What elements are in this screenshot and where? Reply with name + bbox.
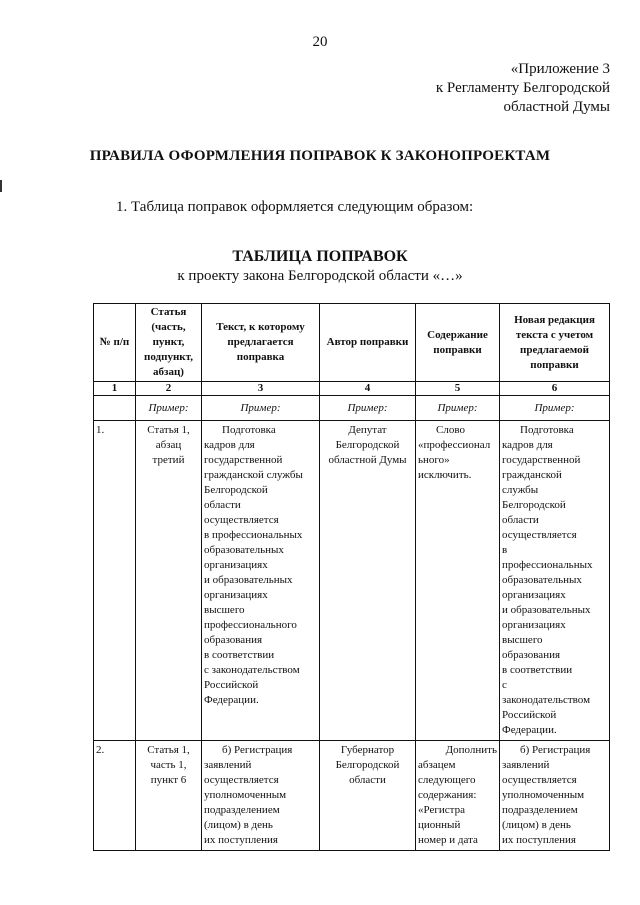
appendix-reference	[436, 60, 610, 117]
cell-line: заявлений	[204, 759, 252, 771]
amendment-content-cell	[416, 741, 500, 851]
cell-line: подразделением	[502, 804, 578, 816]
cell-line: б) Регистрация	[520, 744, 591, 756]
column-number: 6	[500, 382, 610, 396]
author-cell	[320, 741, 416, 851]
cell-line: в	[502, 544, 508, 556]
cell-line: кадров для	[204, 439, 255, 451]
cell-line: осуществляется	[502, 529, 577, 541]
cell-line: Подготовка	[520, 424, 574, 436]
table-subtitle: к проекту закона Белгородской области «…»	[177, 268, 463, 284]
table-row	[94, 421, 610, 741]
cell-line: области	[502, 514, 539, 526]
cell-line: гражданской	[502, 469, 562, 481]
cell-line: содержания:	[418, 789, 477, 801]
cell-line: Белгородской	[335, 759, 400, 771]
cell-line: профессионального	[204, 619, 297, 631]
cell-line: (лицом) в день	[502, 819, 571, 831]
example-label: Пример:	[202, 396, 320, 421]
cell-line: профессиональных	[502, 559, 593, 571]
cell-line: абзац	[155, 439, 182, 451]
cell-line: пункт 6	[150, 774, 187, 786]
intro-paragraph: 1. Таблица поправок оформляется следующим образом:	[116, 199, 474, 215]
new-text-cell	[500, 741, 610, 851]
cell-line: организациях	[204, 559, 268, 571]
example-label: Пример:	[320, 396, 416, 421]
cell-line: кадров для	[502, 439, 553, 451]
column-number-row	[94, 382, 610, 396]
cell-line: заявлений	[502, 759, 550, 771]
original-text-cell	[202, 741, 320, 851]
new-text-cell	[500, 421, 610, 741]
cell-line: в соответствии	[502, 664, 573, 676]
cell-line: государственной	[204, 454, 283, 466]
amendments-table	[93, 303, 610, 851]
cell-line: государственной	[502, 454, 581, 466]
cell-line: Дополнить	[445, 744, 497, 756]
cell-line: номер и дата	[418, 834, 478, 846]
example-label: Пример:	[500, 396, 610, 421]
header-cell: Содержание поправки	[416, 304, 500, 382]
amendment-content-cell	[416, 421, 500, 741]
column-number: 2	[136, 382, 202, 396]
cell-line: Губернатор	[340, 744, 395, 756]
cell-line: образовательных	[204, 544, 284, 556]
cell-line: их поступления	[502, 834, 576, 846]
cell-line: организациях	[502, 619, 566, 631]
header-cell: Текст, к которому предлагается поправка	[202, 304, 320, 382]
cell-line: гражданской службы	[204, 469, 303, 481]
cell-line: б) Регистрация	[222, 744, 293, 756]
article-cell	[136, 741, 202, 851]
cell-line: высшего	[204, 604, 245, 616]
example-label: Пример:	[136, 396, 202, 421]
cell-line: с	[502, 679, 507, 691]
cell-line: высшего	[502, 634, 543, 646]
table-header-row	[94, 304, 610, 382]
margin-mark	[0, 180, 2, 192]
row-number: 2.	[94, 741, 136, 851]
cell-line: ьного»	[418, 454, 450, 466]
cell-line: Белгородской	[502, 499, 566, 511]
cell-line: их поступления	[204, 834, 278, 846]
cell-line: областной Думы	[328, 454, 407, 466]
appendix-line-1: «Приложение 3	[510, 61, 610, 77]
column-number: 4	[320, 382, 416, 396]
cell-line: и образовательных	[502, 604, 591, 616]
cell-line: ционный	[418, 819, 461, 831]
cell-line: Федерации.	[502, 724, 557, 736]
example-row	[94, 396, 610, 421]
cell-line: следующего	[418, 774, 476, 786]
cell-line: службы	[502, 484, 539, 496]
cell-line: образования	[502, 649, 561, 661]
cell-line: Депутат	[348, 424, 387, 436]
cell-line: Российской	[204, 679, 259, 691]
article-cell	[136, 421, 202, 741]
cell-line: с законодательством	[204, 664, 300, 676]
page-number: 20	[312, 34, 328, 50]
cell-line: Российской	[502, 709, 557, 721]
cell-line: осуществляется	[204, 774, 279, 786]
cell-line: и образовательных	[204, 574, 293, 586]
cell-line: образования	[204, 634, 263, 646]
cell-line: осуществляется	[502, 774, 577, 786]
cell-line: Слово	[436, 424, 465, 436]
header-cell: Автор поправки	[320, 304, 416, 382]
cell-line: «Регистра	[418, 804, 465, 816]
cell-line: (лицом) в день	[204, 819, 273, 831]
document-heading: ПРАВИЛА ОФОРМЛЕНИЯ ПОПРАВОК К ЗАКОНОПРОЕКТАМ	[89, 148, 551, 164]
cell-line: Федерации.	[204, 694, 259, 706]
cell-line: Статья 1,	[147, 744, 190, 756]
original-text-cell	[202, 421, 320, 741]
appendix-line-3: областной Думы	[503, 99, 610, 115]
cell-line: абзацем	[418, 759, 456, 771]
cell-line: организациях	[502, 589, 566, 601]
example-cell-empty	[94, 396, 136, 421]
cell-line: Белгородской	[335, 439, 400, 451]
cell-line: исключить.	[418, 469, 472, 481]
cell-line: области	[204, 499, 241, 511]
cell-line: организациях	[204, 589, 268, 601]
author-cell	[320, 421, 416, 741]
header-cell: Новая редакция текста с учетом предлагаемой поправки	[500, 304, 610, 382]
cell-line: законодательством	[502, 694, 591, 706]
appendix-line-2: к Регламенту Белгородской	[435, 80, 610, 96]
column-number: 3	[202, 382, 320, 396]
cell-line: осуществляется	[204, 514, 279, 526]
cell-line: подразделением	[204, 804, 280, 816]
column-number: 5	[416, 382, 500, 396]
table-row	[94, 741, 610, 851]
cell-line: в профессиональных	[204, 529, 303, 541]
example-label: Пример:	[416, 396, 500, 421]
cell-line: Статья 1,	[147, 424, 190, 436]
cell-line: образовательных	[502, 574, 582, 586]
cell-line: области	[349, 774, 386, 786]
cell-line: часть 1,	[150, 759, 187, 771]
cell-line: уполномоченным	[204, 789, 287, 801]
cell-line: «профессионал	[418, 439, 491, 451]
column-number: 1	[94, 382, 136, 396]
cell-line: Подготовка	[222, 424, 276, 436]
cell-line: в соответствии	[204, 649, 275, 661]
cell-line: третий	[152, 454, 185, 466]
header-cell: Статья (часть, пункт, подпункт, абзац)	[136, 304, 202, 382]
row-number: 1.	[94, 421, 136, 741]
cell-line: Белгородской	[204, 484, 268, 496]
cell-line: уполномоченным	[502, 789, 585, 801]
table-title: ТАБЛИЦА ПОПРАВОК	[232, 248, 408, 265]
header-cell: № п/п	[94, 304, 136, 382]
